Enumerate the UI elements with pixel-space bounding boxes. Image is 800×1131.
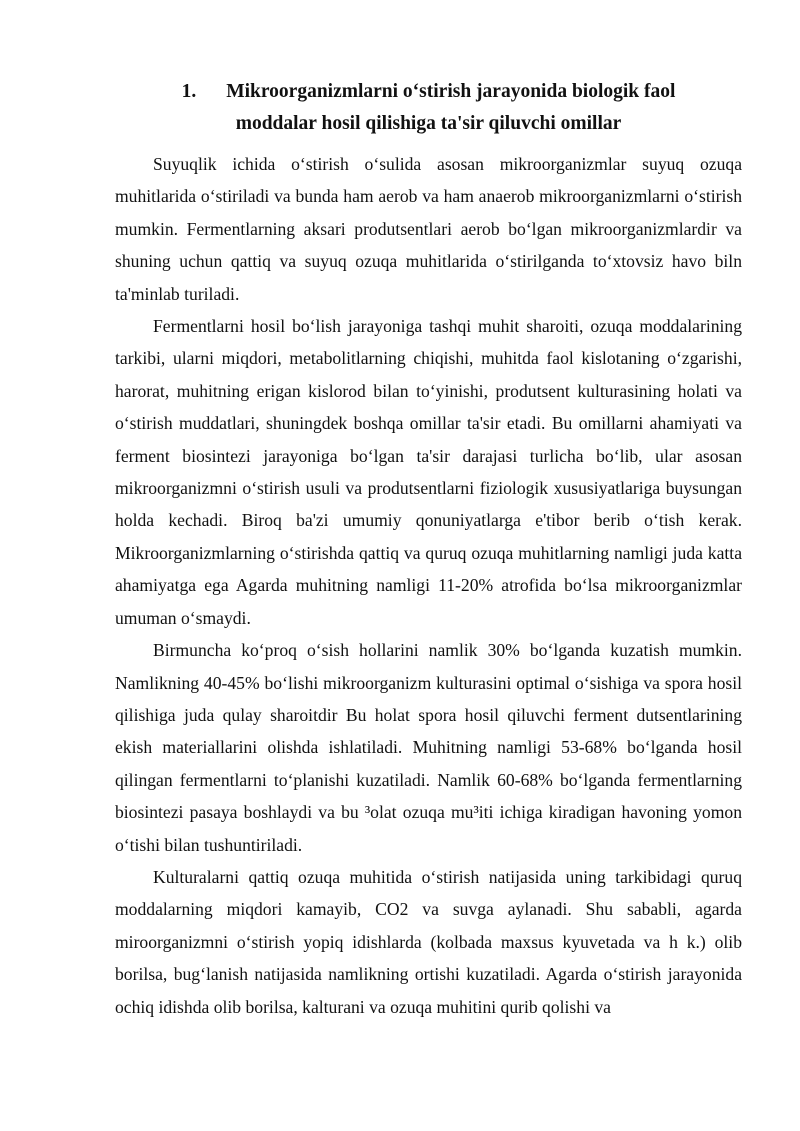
paragraph-2: Fermentlarni hosil bo‘lish jarayoniga tashqi muhit sharoiti, ozuqa moddalarining tarkibi, ularni miqdori, metabolitlarning chiqishi, muhitda faol kislotaning o‘zgarishi, harorat, muhitning erigan kislorod bilan to‘yinishi, produtsent kulturasining holati va o‘stirish muddatlari, shuningdek boshqa omillar ta'sir etadi. Bu omillarni ahamiyati va ferment biosintezi jarayoniga bo‘lgan ta'sir darajasi turlicha bo‘lib, ular asosan mikroorganizmni o‘stirish usuli va produtsentlarni fiziologik xususiyatlariga buysungan holda kechadi. Biroq ba'zi umumiy qonuniyatlarga e'tibor berib o‘tish kerak. Mikroorganizmlarning o‘stirishda qattiq va quruq ozuqa muhitlarning namligi juda katta ahamiyatga ega Agarda muhitning namligi 11-20% atrofida bo‘lsa mikroorganizmlar umuman o‘smaydi.	[115, 316, 742, 628]
heading-number: 1.	[181, 81, 197, 102]
section-heading	[115, 76, 742, 140]
paragraph-3: Birmuncha ko‘proq o‘sish hollarini namlik 30% bo‘lganda kuzatish mumkin. Namlikning 40-45% bo‘lishi mikroorganizm kulturasini optimal o‘sishiga va spora hosil qilishiga juda qulay sharoitdir Bu holat spora hosil qiluvchi ferment dutsentlarining ekish materiallarini olishda ishlatiladi. Muhitning namligi 53-68% bo‘lganda hosil qilingan fermentlarni to‘planishi kuzatiladi. Namlik 60-68% bo‘lganda fermentlarning biosintezi pasaya boshlaydi va bu ³olat ozuqa mu³iti ichiga kiradigan havoning yomon o‘tishi bilan tushuntiriladi.	[115, 640, 742, 855]
heading-title-part-1: Mikroorganizmlarni o‘stirish jarayonida biologik faol	[226, 81, 676, 102]
paragraph-4: Kulturalarni qattiq ozuqa muhitida o‘stirish natijasida uning tarkibidagi quruq moddalarning miqdori kamayib, CO2 va suvga aylanadi. Shu sababli, agarda miroorganizmni o‘stirish yopiq idishlarda (kolbada maxsus kyuvetada va h k.) olib borilsa, bug‘lanish natijasida namlikning ortishi kuzatiladi. Agarda o‘stirish jarayonida ochiq idishda olib borilsa, kalturani va ozuqa muhitini qurib qolishi va	[115, 866, 742, 1017]
paragraph-1: Suyuqlik ichida o‘stirish o‘sulida asosan mikroorganizmlar suyuq ozuqa muhitlarida o‘stiriladi va bunda ham aerob va ham anaerob mikroorganizmlarni o‘stirish mumkin. Fermentlarning aksari produtsentlari aerob bo‘lgan mikroorganizmlardir va shuning uchun qattiq va suyuq ozuqa muhitlarida o‘stirilganda to‘xtovsiz havo biln ta'minlab turiladi.	[115, 154, 742, 304]
heading-line-1	[115, 76, 742, 108]
heading-line-2: moddalar hosil qilishiga ta'sir qiluvchi omillar	[235, 113, 622, 134]
body-text	[115, 148, 742, 1023]
